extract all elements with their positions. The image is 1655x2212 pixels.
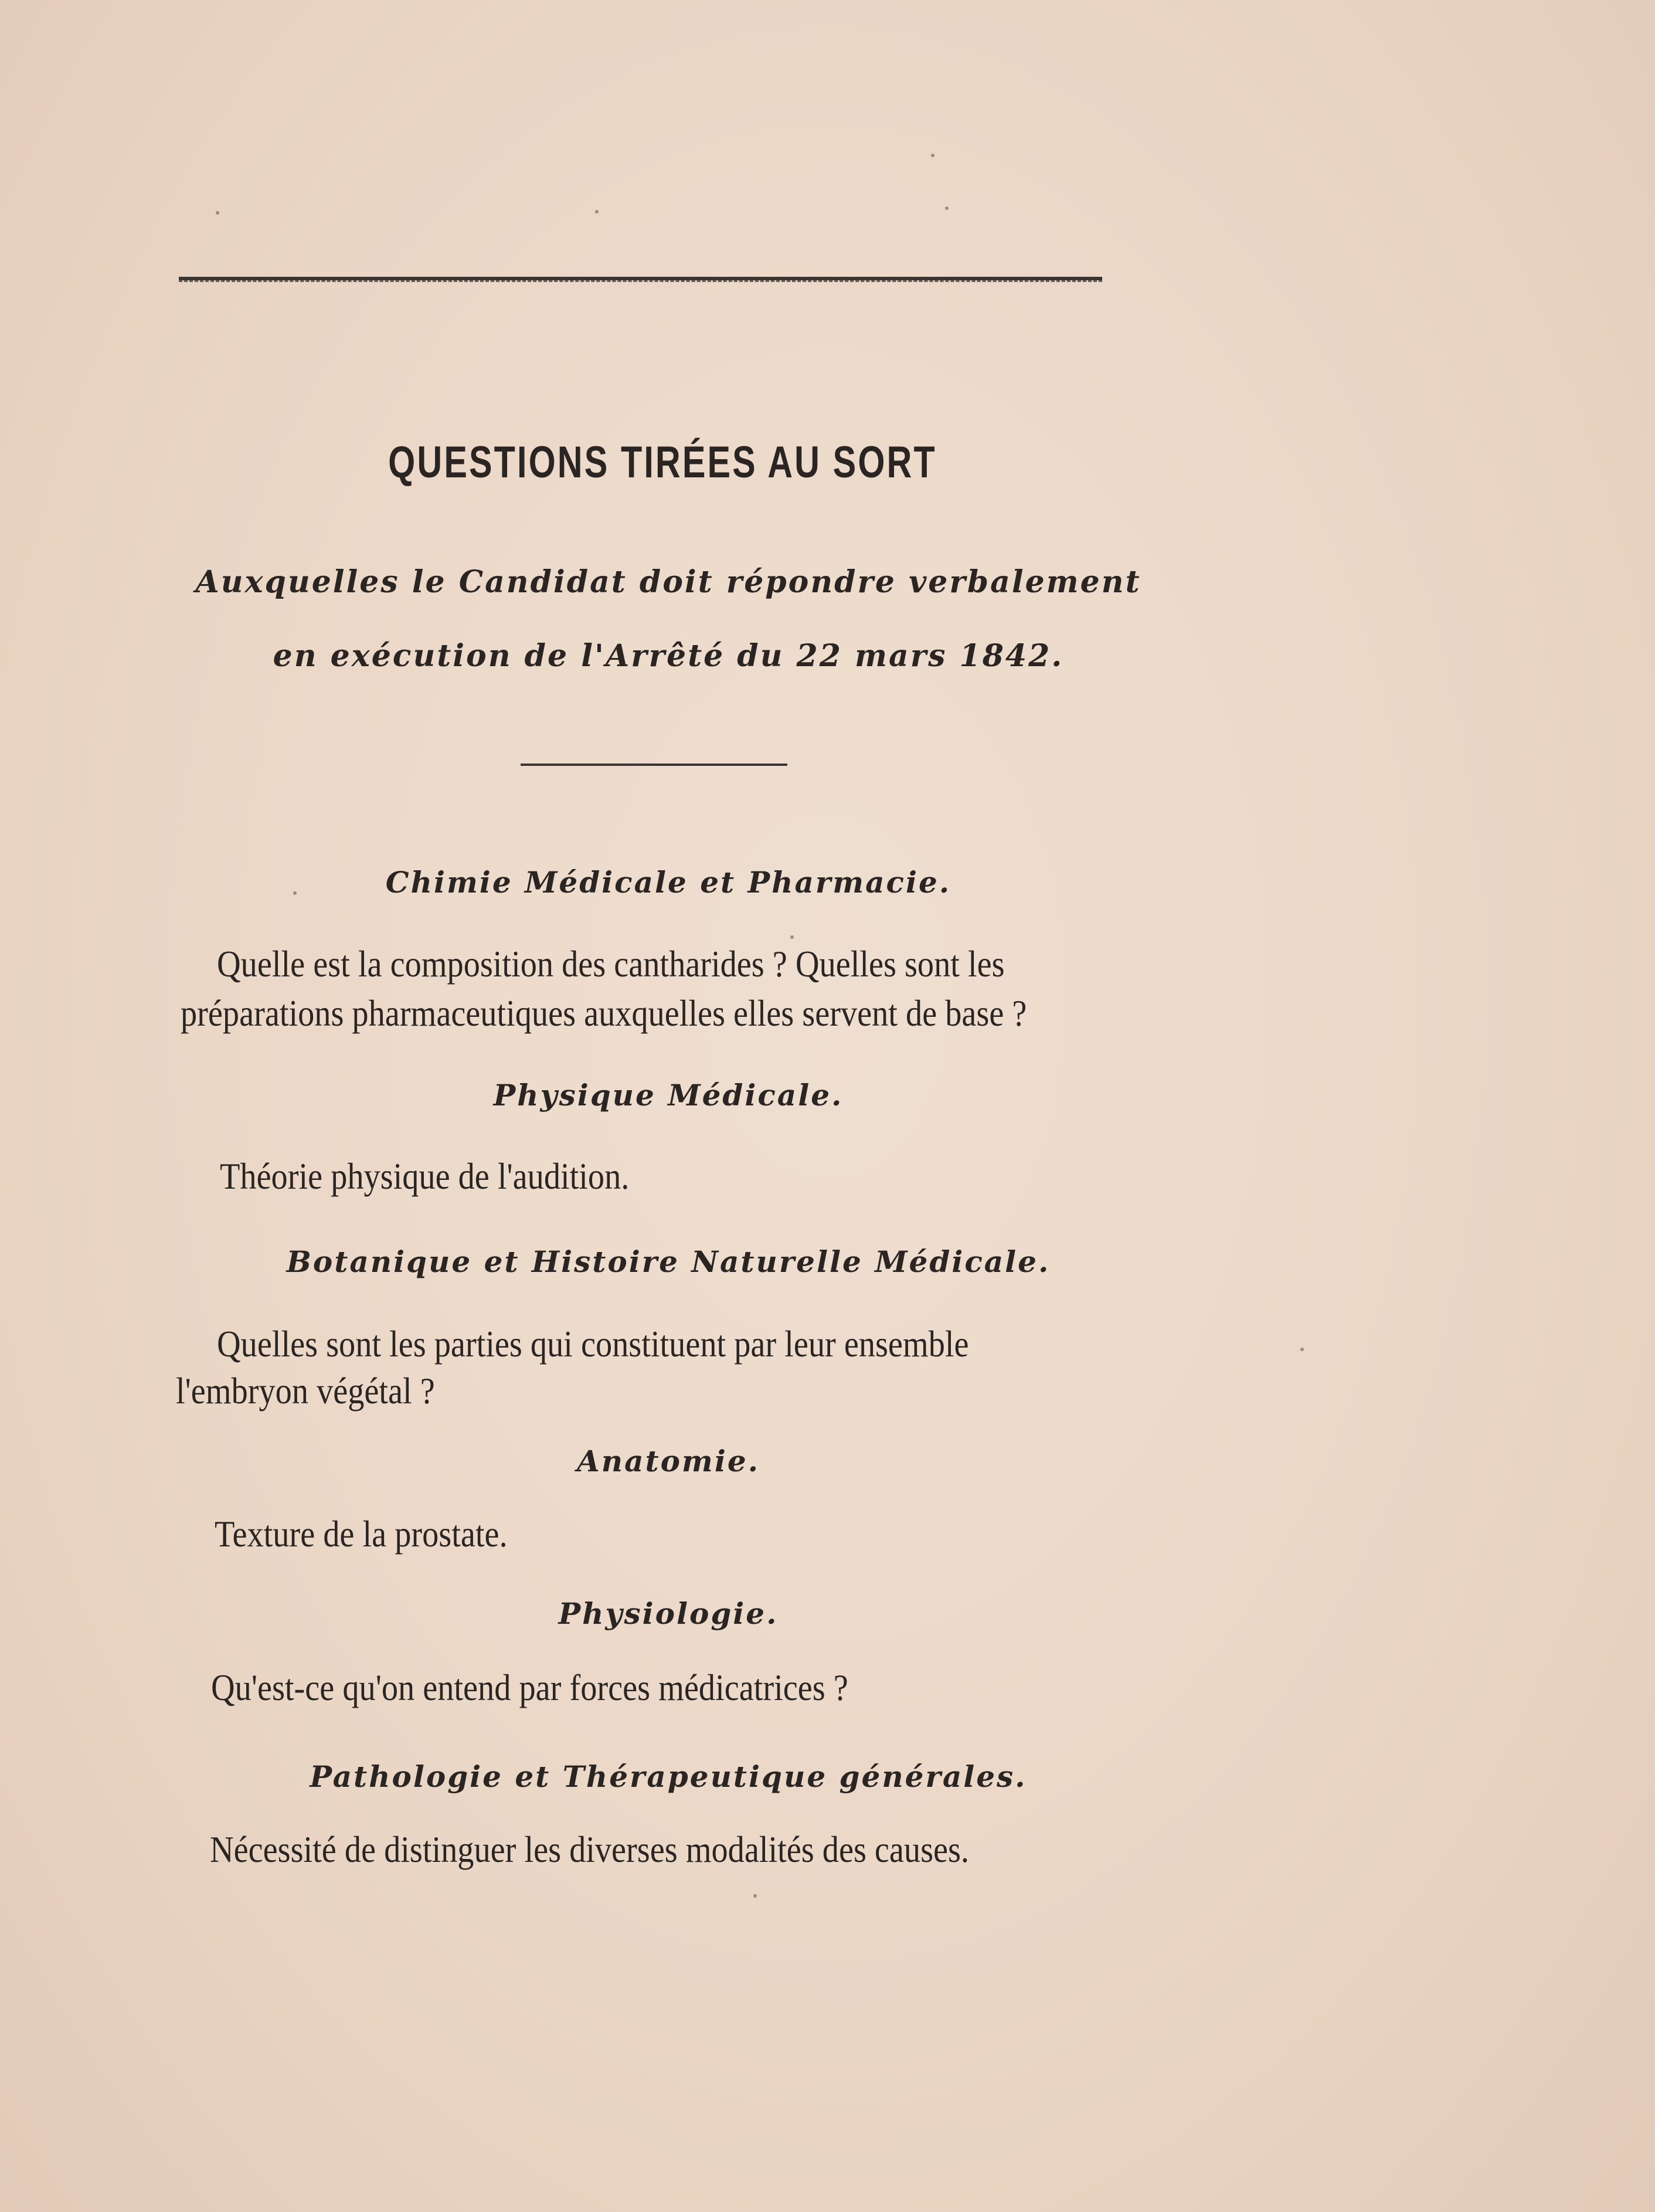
section-text-chimie-line-2: préparations pharmaceutiques auxquelles elles servent de base ? [181,992,1027,1034]
section-text-physiologie-line-1: Qu'est-ce qu'on entend par forces médicatrices ? [211,1667,848,1708]
paper-speck [753,1894,757,1898]
section-heading-physiologie: Physiologie. [558,1596,779,1631]
section-text-botanique-line-2: l'embryon végétal ? [176,1370,435,1412]
section-text-chimie-line-1: Quelle est la composition des cantharides ? Quelles sont les [217,943,1005,985]
paper-speck [931,154,934,157]
section-heading-anatomie: Anatomie. [576,1444,760,1478]
section-text-pathologie-line-1: Nécessité de distinguer les diverses modalités des causes. [210,1828,970,1870]
section-text-botanique-line-1: Quelles sont les parties qui constituent par leur ensemble [217,1323,969,1365]
section-heading-chimie: Chimie Médicale et Pharmacie. [385,865,951,900]
page-title: QUESTIONS TIRÉES AU SORT [388,437,937,487]
top-rule [179,277,1102,282]
subtitle-line-1: Auxquelles le Candidat doit répondre verbalement [195,564,1141,600]
section-heading-physique: Physique Médicale. [493,1078,844,1112]
paper-speck [216,211,219,215]
section-text-physique-line-1: Théorie physique de l'audition. [220,1155,630,1197]
paper-speck [595,210,599,213]
section-heading-pathologie: Pathologie et Thérapeutique générales. [310,1759,1027,1794]
separator-rule [521,764,787,766]
subtitle-line-2: en exécution de l'Arrêté du 22 mars 1842. [273,638,1064,674]
section-heading-botanique: Botanique et Histoire Naturelle Médicale. [286,1244,1051,1279]
paper-speck [1300,1348,1304,1351]
section-text-anatomie-line-1: Texture de la prostate. [215,1513,508,1555]
paper-speck [945,206,949,210]
paper-speck [790,935,794,939]
